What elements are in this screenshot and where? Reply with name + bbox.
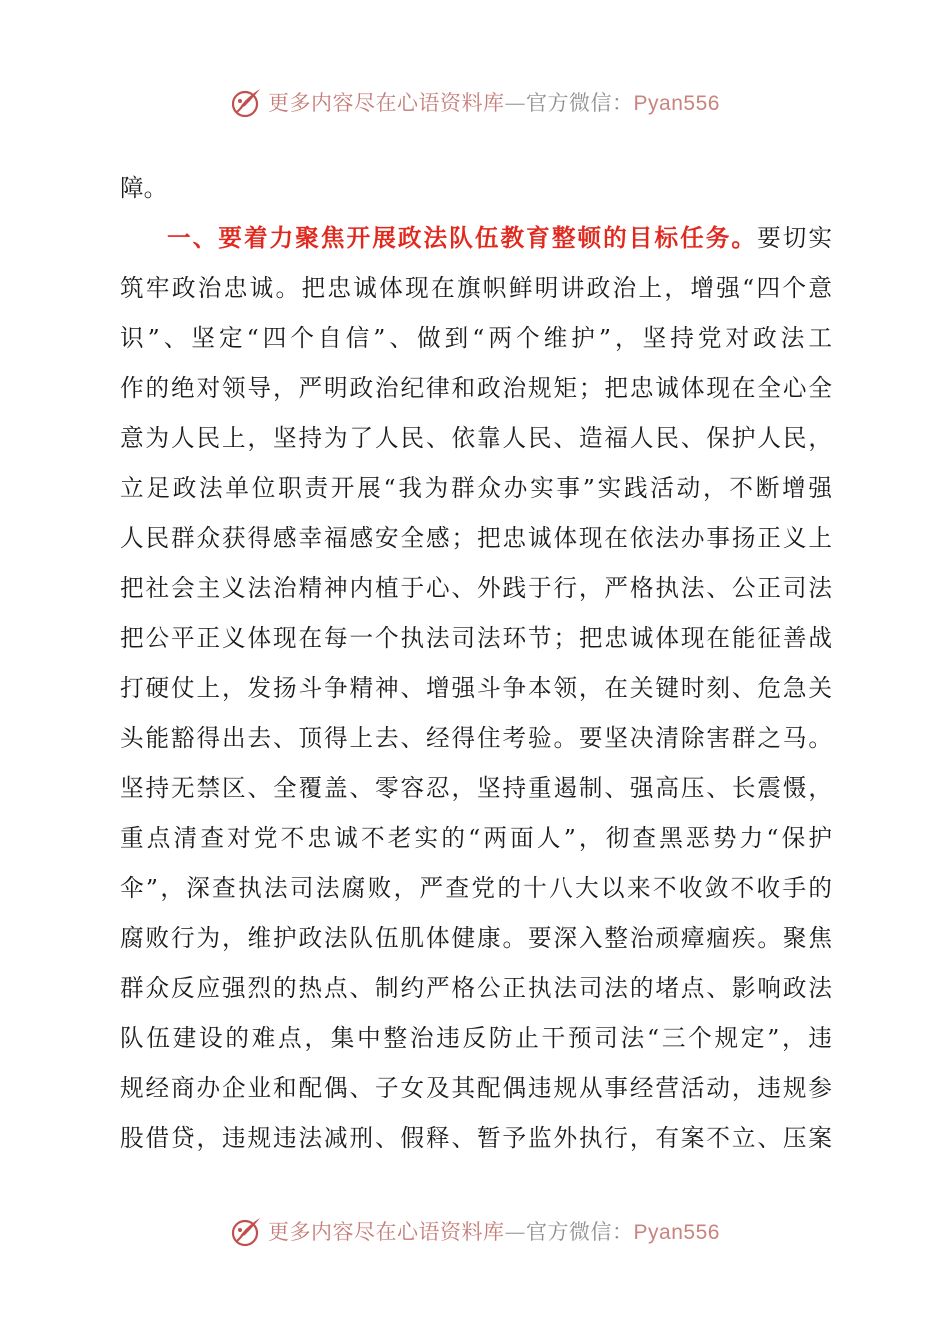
- body-line: 立足政法单位职责开展“我为群众办实事”实践活动，不断增强: [120, 474, 832, 502]
- watermark-brand: 更多内容尽在心语资料库: [268, 1220, 505, 1244]
- body-line: 意为人民上，坚持为了人民、依靠人民、造福人民、保护人民，: [120, 424, 832, 452]
- body-line: 股借贷，违规违法减刑、假释、暂予监外执行，有案不立、压案: [120, 1124, 832, 1152]
- watermark-wechat-id: Pyan556: [633, 1221, 720, 1244]
- body-line: 作的绝对领导，严明政治纪律和政治规矩；把忠诚体现在全心全: [120, 374, 832, 402]
- document-body: [120, 163, 832, 1163]
- body-line-heading: [120, 213, 832, 263]
- body-line: 人民群众获得感幸福感安全感；把忠诚体现在依法办事扬正义上: [120, 524, 832, 552]
- body-line: 群众反应强烈的热点、制约严格公正执法司法的堵点、影响政法: [120, 974, 832, 1002]
- quill-logo-icon: [230, 85, 264, 119]
- header-watermark: [0, 82, 950, 122]
- watermark-text: [268, 1216, 720, 1246]
- body-line: 坚持无禁区、全覆盖、零容忍，坚持重遏制、强高压、长震慑，: [120, 774, 832, 802]
- section-heading: 一、要着力聚焦开展政法队伍教育整顿的目标任务。: [167, 224, 758, 252]
- body-line: 筑牢政治忠诚。把忠诚体现在旗帜鲜明讲政治上，增强“四个意: [120, 274, 832, 302]
- body-line: 重点清查对党不忠诚不老实的“两面人”，彻查黑恶势力“保护: [120, 824, 832, 852]
- watermark-brand: 更多内容尽在心语资料库: [268, 91, 505, 115]
- quill-logo-icon: [230, 1214, 264, 1248]
- body-line: 识”、坚定“四个自信”、做到“两个维护”，坚持党对政法工: [120, 324, 832, 352]
- body-line: 障。: [120, 174, 168, 202]
- footer-watermark: [0, 1211, 950, 1251]
- watermark-official-label: 官方微信：: [526, 91, 634, 115]
- watermark-dash: —: [504, 1220, 527, 1244]
- body-line: 把公平正义体现在每一个执法司法环节；把忠诚体现在能征善战: [120, 624, 832, 652]
- watermark-official-label: 官方微信：: [526, 1220, 634, 1244]
- watermark-dash: —: [504, 91, 527, 115]
- body-line: 伞”，深查执法司法腐败，严查党的十八大以来不收敛不收手的: [120, 874, 832, 902]
- body-line: 把社会主义法治精神内植于心、外践于行，严格执法、公正司法: [120, 574, 832, 602]
- heading-line-rest: 要切实: [757, 224, 832, 252]
- watermark-text: [268, 87, 720, 117]
- body-line: 规经商办企业和配偶、子女及其配偶违规从事经营活动，违规参: [120, 1074, 832, 1102]
- body-line: 队伍建设的难点，集中整治违反防止干预司法“三个规定”，违: [120, 1024, 832, 1052]
- body-line: 腐败行为，维护政法队伍肌体健康。要深入整治顽瘴痼疾。聚焦: [120, 924, 832, 952]
- body-line: 头能豁得出去、顶得上去、经得住考验。要坚决清除害群之马。: [120, 724, 832, 752]
- body-line: 打硬仗上，发扬斗争精神、增强斗争本领，在关键时刻、危急关: [120, 674, 832, 702]
- watermark-wechat-id: Pyan556: [633, 92, 720, 115]
